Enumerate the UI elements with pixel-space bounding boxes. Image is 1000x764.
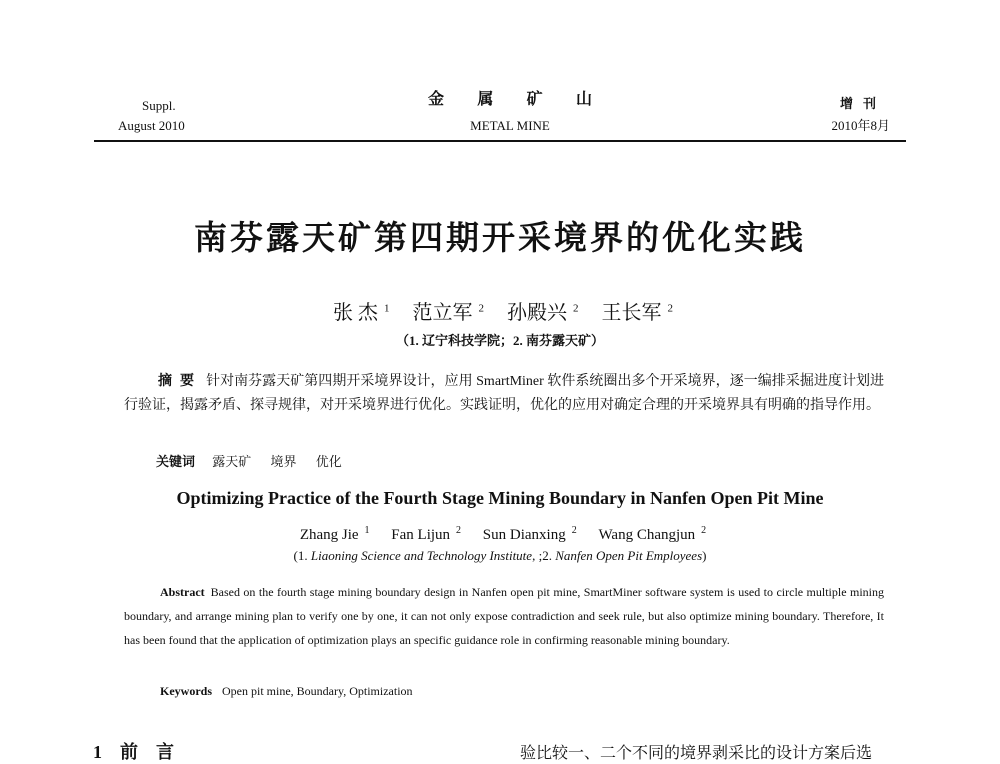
author-name: Zhang Jie bbox=[299, 527, 359, 543]
keywords-en-text: Open pit mine, Boundary, Optimization bbox=[222, 684, 413, 698]
author-name: Wang Changjun bbox=[598, 527, 696, 543]
author-affil-mark: 1 bbox=[364, 525, 370, 536]
affiliation-cn: （1. 辽宁科技学院；2. 南芬露天矿） bbox=[395, 333, 604, 348]
author-name: 范立军 bbox=[412, 302, 473, 324]
author bbox=[327, 302, 390, 324]
body-text-column2: 验比较一、二个不同的境界剥采比的设计方案后选 bbox=[520, 745, 873, 762]
section-heading bbox=[93, 738, 192, 764]
journal-char: 山 bbox=[575, 91, 592, 108]
keyword: 境界 bbox=[270, 454, 297, 469]
author-affil-mark: 2 bbox=[667, 302, 673, 315]
author-affil-mark: 1 bbox=[384, 302, 390, 315]
paper-title-en: Optimizing Practice of the Fourth Stage Mining Boundary in Nanfen Open Pit Mine bbox=[176, 488, 824, 508]
keyword: 露天矿 bbox=[212, 454, 252, 469]
affiliation-2: Nanfen Open Pit Employees bbox=[555, 548, 703, 563]
author-name: 张 杰 bbox=[333, 302, 378, 324]
journal-char: 矿 bbox=[526, 91, 543, 108]
paper-title-cn: 南芬露天矿第四期开采境界的优化实践 bbox=[194, 221, 806, 257]
keywords-en-label: Keywords bbox=[160, 684, 212, 698]
author bbox=[407, 302, 485, 324]
abstract-en-label: Abstract bbox=[160, 585, 205, 599]
journal-name-cn bbox=[428, 92, 592, 108]
keywords-cn-label: 关键词 bbox=[156, 454, 196, 469]
authors-en bbox=[0, 525, 1000, 544]
author-name: Sun Dianxing bbox=[482, 527, 566, 543]
header-date-en: August 2010 bbox=[118, 118, 185, 133]
author-name: 王长军 bbox=[601, 302, 662, 324]
author-affil-mark: 2 bbox=[573, 302, 579, 315]
author-name: 孙殿兴 bbox=[507, 302, 567, 324]
author-name: Fan Lijun bbox=[391, 527, 451, 543]
affil-close: ) bbox=[702, 548, 707, 563]
section-title: 前言 bbox=[120, 742, 192, 762]
author bbox=[477, 527, 577, 543]
author bbox=[294, 527, 370, 543]
keywords-en bbox=[160, 684, 413, 699]
journal-name-en: METAL MINE bbox=[470, 118, 550, 133]
journal-char: 金 bbox=[428, 91, 445, 108]
author-affil-mark: 2 bbox=[571, 525, 577, 536]
abstract-en-text: Based on the fourth stage mining boundary design in Nanfen open pit mine, SmartMiner software system is used to circle multiple mining boundary, and arrange mining plan to verify one by one, it can not only expose contradiction and seek rule, but also optimize mining boundary. Therefore, It has been found that the application of optimization plays an specific guidance role in confirming reasonable mining boundary. bbox=[124, 585, 884, 647]
affiliation-1: Liaoning Science and Technology Institute bbox=[310, 548, 533, 563]
abstract-cn-text: 针对南芬露天矿第四期开采境界设计，应用 SmartMiner 软件系统圈出多个开采境界，逐一编排采掘进度计划进行验证，揭露矛盾、探寻规律，对开采境界进行优化。实践证明，优化的应用对确定合理的开采境界具有明确的指导作用。 bbox=[124, 374, 885, 413]
author-affil-mark: 2 bbox=[701, 525, 707, 536]
author bbox=[596, 302, 674, 324]
section-number: 1 bbox=[93, 742, 102, 762]
header-suppl: Suppl. bbox=[142, 98, 176, 113]
authors-cn bbox=[0, 296, 1000, 325]
author-affil-mark: 2 bbox=[456, 525, 462, 536]
abstract-cn bbox=[124, 370, 884, 418]
affil-open: (1. bbox=[293, 548, 311, 563]
header-rule bbox=[94, 140, 906, 142]
keyword: 优化 bbox=[315, 454, 342, 469]
header-date-cn: 2010年8月 bbox=[831, 118, 890, 133]
author bbox=[592, 527, 706, 543]
keywords-cn bbox=[156, 451, 358, 470]
header-suppl-cn: 增刊 bbox=[839, 96, 886, 111]
author bbox=[501, 302, 579, 324]
affiliation-en bbox=[0, 548, 1000, 564]
journal-char: 属 bbox=[477, 91, 494, 108]
author-affil-mark: 2 bbox=[478, 302, 484, 315]
author bbox=[385, 527, 461, 543]
abstract-cn-label: 摘要 bbox=[158, 374, 203, 389]
abstract-en bbox=[124, 580, 884, 652]
affil-sep: , ;2. bbox=[532, 548, 556, 563]
